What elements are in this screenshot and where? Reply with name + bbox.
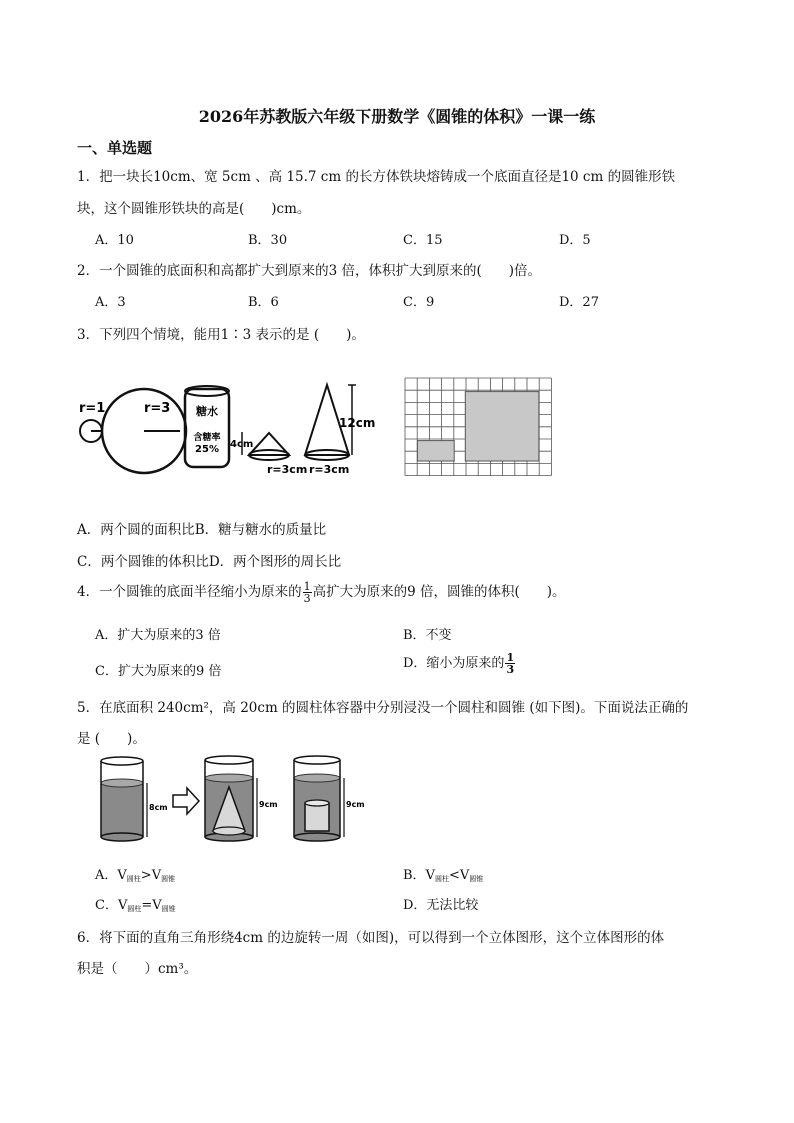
question-1-line-1: 1．把一块长10cm、宽 5cm 、高 15.7 cm 的长方体铁块熔铸成一个底面直径是10 cm 的圆锥形铁 <box>77 169 676 185</box>
water-height-label-1: 8cm <box>149 803 168 812</box>
small-shaded-rectangle <box>417 441 454 461</box>
small-cone-height: 4cm <box>230 439 254 450</box>
arrow-right-icon <box>173 788 199 814</box>
question-2-text: 2．一个圆锥的底面积和高都扩大到原来的3 倍，体积扩大到原来的( )倍。 <box>77 263 542 279</box>
container-with-cylinder <box>294 756 365 841</box>
water-height-label-3: 9cm <box>346 800 365 809</box>
tall-cone <box>305 385 375 476</box>
section-heading: 一、单选题 <box>77 139 153 157</box>
q5-option-d: D．无法比较 <box>403 898 479 913</box>
page-title: 2026年苏教版六年级下册数学《圆锥的体积》一课一练 <box>198 107 596 126</box>
question-5-line-1: 5．在底面积 240cm²，高 20cm 的圆柱体容器中分别浸没一个圆柱和圆锥 (如下图)。下面说法正确的 <box>77 700 689 716</box>
container-with-cone <box>205 756 278 841</box>
q1-option-d: D．5 <box>559 233 591 248</box>
q4-option-c: C．扩大为原来的9 倍 <box>95 664 222 679</box>
container-water-only <box>101 757 168 841</box>
q4-text-post: 高扩大为原来的9 倍，圆锥的体积( )。 <box>312 584 566 600</box>
cup-label-top: 糖水 <box>196 405 218 418</box>
small-radius-label: r=1 <box>79 401 106 416</box>
q1-option-a: A．10 <box>95 233 134 248</box>
cup-label-mid: 含糖率 <box>193 433 221 443</box>
q2-option-d: D．27 <box>559 295 599 310</box>
large-shaded-rectangle <box>465 392 539 461</box>
q3-options-cd: C．两个圆锥的体积比D．两个图形的周长比 <box>77 554 342 570</box>
circles-diagram <box>79 389 186 473</box>
question-4-text <box>77 580 566 604</box>
q1-option-b: B．30 <box>248 233 288 248</box>
q2-option-c: C．9 <box>403 295 435 310</box>
q5-figure <box>95 755 375 845</box>
q4-option-d-fraction: $\frac{1}{3}$ <box>506 651 515 676</box>
large-radius-label: r=3 <box>144 401 171 416</box>
q3-grid-figure <box>404 377 552 479</box>
cup-label-pct: 25% <box>195 444 219 455</box>
q1-option-c: C．15 <box>403 233 443 248</box>
q2-option-a: A．3 <box>95 295 126 310</box>
q5-option-b: B．$V_{圆柱}<V_{圆锥}$ <box>403 868 484 883</box>
tall-cone-radius: r=3cm <box>309 463 350 476</box>
q4-option-d: D．缩小为原来的 $\frac{1}{3}$ <box>403 651 515 676</box>
q4-fraction: $\frac{1}{3}$ <box>303 580 311 605</box>
q5-option-a: A．$V_{圆柱}>V_{圆锥}$ <box>95 868 176 883</box>
q3-figure <box>77 375 377 480</box>
water-height-label-2: 9cm <box>259 800 278 809</box>
small-cone-radius: r=3cm <box>267 463 308 476</box>
small-cone <box>230 432 307 476</box>
q3-options-ab: A．两个圆的面积比B．糖与糖水的质量比 <box>77 522 327 538</box>
q5-option-c: C．$V_{圆柱}=V_{圆锥}$ <box>95 898 176 913</box>
q4-text-pre: 4．一个圆锥的底面半径缩小为原来的 <box>77 584 302 600</box>
sugar-water-cup <box>185 386 229 467</box>
q2-option-b: B．6 <box>248 295 279 310</box>
tall-cone-height: 12cm <box>339 416 376 430</box>
q4-option-a: A．扩大为原来的3 倍 <box>95 628 221 643</box>
question-5-line-2: 是 ( )。 <box>77 731 146 747</box>
question-6-line-1: 6．将下面的直角三角形绕4cm 的边旋转一周（如图)，可以得到一个立体图形，这个立体图形的体 <box>77 930 665 946</box>
question-1-line-2: 块，这个圆锥形铁块的高是( )cm。 <box>77 201 311 217</box>
question-3-text: 3．下列四个情境，能用1∶3 表示的是 ( )。 <box>77 327 365 343</box>
q4-option-b: B．不变 <box>403 628 452 643</box>
question-6-line-2: 积是（ ）cm³。 <box>77 961 198 977</box>
